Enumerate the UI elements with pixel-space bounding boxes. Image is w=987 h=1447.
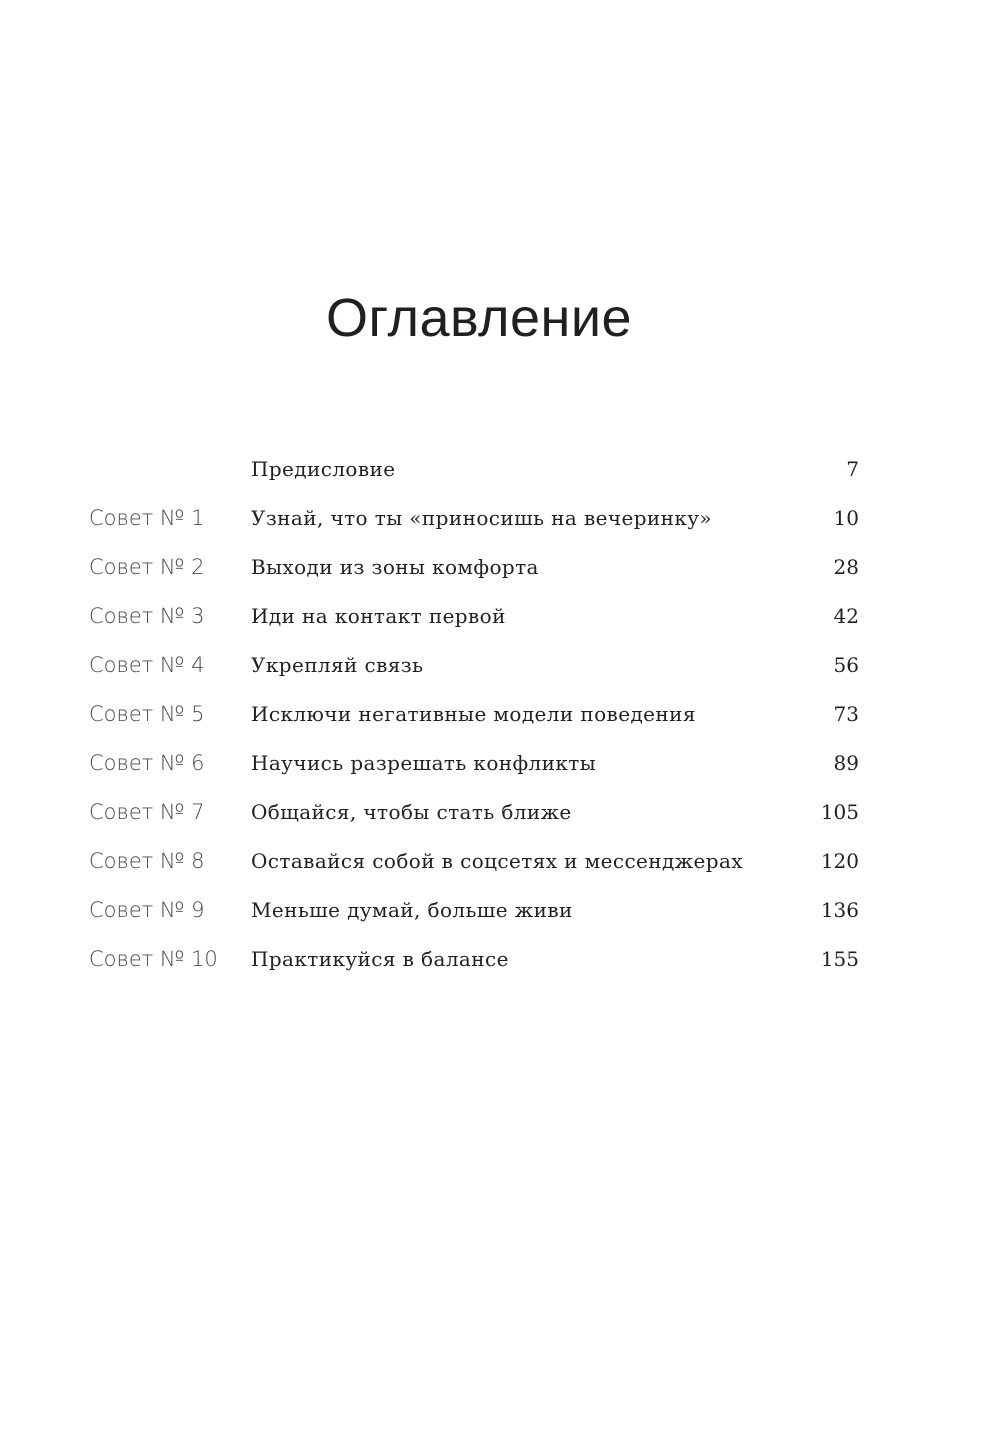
toc-entry-page: 56 [833, 653, 859, 677]
toc-entry-tip-3[interactable] [0, 592, 987, 641]
toc-entry-title: Узнай, что ты «приносишь на вечеринку» [251, 506, 713, 530]
toc-entry-page: 155 [820, 947, 859, 971]
toc-entry-tip-10[interactable] [0, 935, 987, 984]
toc-entry-page: 7 [846, 457, 859, 481]
toc-entry-page: 28 [833, 555, 859, 579]
toc-entry-label: Совет № 8 [89, 849, 205, 873]
toc-entry-title: Научись разрешать конфликты [251, 751, 597, 775]
toc-entry-title: Практикуйся в балансе [251, 947, 509, 971]
toc-entry-page: 73 [833, 702, 859, 726]
toc-entry-tip-6[interactable] [0, 739, 987, 788]
toc-entry-page: 120 [820, 849, 859, 873]
toc-entry-label: Совет № 1 [89, 506, 205, 530]
toc-entry-title: Общайся, чтобы стать ближе [251, 800, 572, 824]
toc-entry-page: 42 [833, 604, 859, 628]
toc-entry-title: Меньше думай, больше живи [251, 898, 573, 922]
toc-entry-tip-4[interactable] [0, 641, 987, 690]
table-of-contents [0, 445, 987, 984]
toc-entry-page: 10 [833, 506, 859, 530]
toc-entry-page: 89 [833, 751, 859, 775]
toc-entry-tip-9[interactable] [0, 886, 987, 935]
toc-entry-tip-7[interactable] [0, 788, 987, 837]
toc-entry-title: Укрепляй связь [251, 653, 424, 677]
toc-entry-label: Совет № 9 [89, 898, 205, 922]
toc-entry-tip-2[interactable] [0, 543, 987, 592]
toc-entry-title: Иди на контакт первой [251, 604, 506, 628]
toc-entry-label: Совет № 5 [89, 702, 205, 726]
page-title: Оглавление [325, 288, 633, 348]
toc-entry-label: Совет № 6 [89, 751, 205, 775]
toc-entry-tip-5[interactable] [0, 690, 987, 739]
toc-entry-label: Совет № 4 [89, 653, 205, 677]
toc-entry-tip-1[interactable] [0, 494, 987, 543]
toc-entry-label: Совет № 7 [89, 800, 205, 824]
toc-entry-page: 105 [820, 800, 859, 824]
toc-entry-label: Совет № 2 [89, 555, 205, 579]
toc-entry-title: Исключи негативные модели поведения [251, 702, 696, 726]
toc-entry-title: Предисловие [251, 457, 396, 481]
toc-entry-preface[interactable] [0, 445, 987, 494]
toc-entry-tip-8[interactable] [0, 837, 987, 886]
toc-entry-label: Совет № 10 [89, 947, 218, 971]
toc-entry-title: Оставайся собой в соцсетях и мессенджерах [251, 849, 743, 873]
toc-entry-title: Выходи из зоны комфорта [251, 555, 539, 579]
toc-entry-page: 136 [820, 898, 859, 922]
toc-entry-label: Совет № 3 [89, 604, 205, 628]
